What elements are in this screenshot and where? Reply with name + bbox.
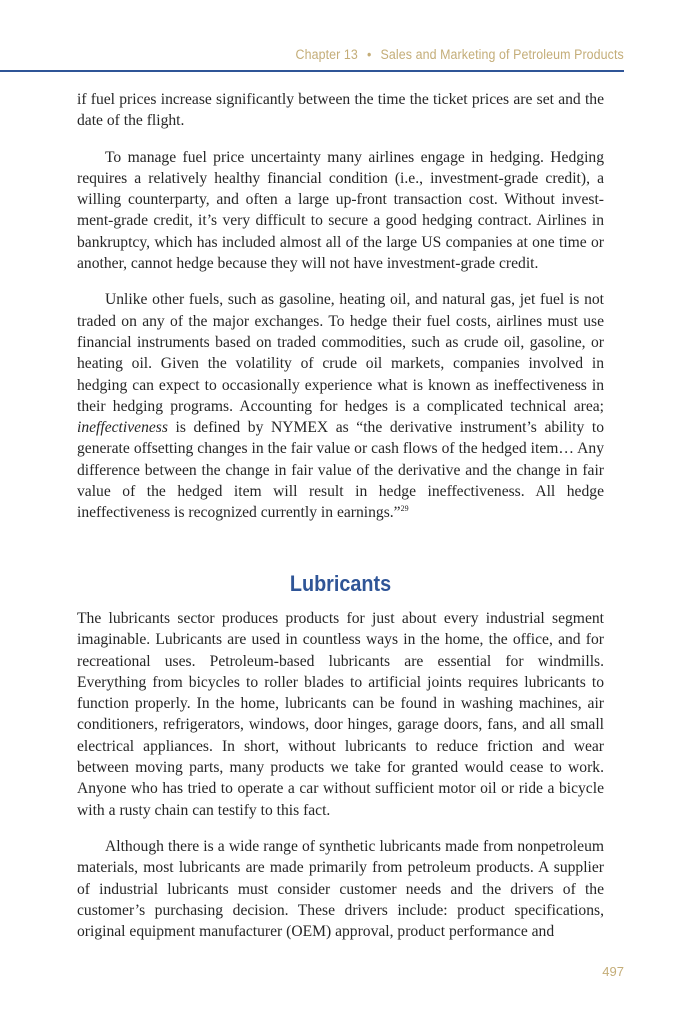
body-block-lower	[77, 608, 604, 942]
jet-fuel-text-start: Unlike other fuels, such as gasoline, heating oil, and natural gas, jet fuel is not traded on any of the major exchanges. To hedge their fuel costs, airlines must use financial instruments based on traded commodities, such as crude oil, gasoline, or heating oil. Given the volatility of crude oil markets, companies involved in hedging can expect to occasionally experience what is known as ineffectiveness in their hedging programs. Accounting for hedges is a complicated technical area;	[77, 291, 604, 415]
chapter-number: Chapter 13	[295, 47, 359, 62]
header-rule	[0, 70, 624, 72]
running-header	[296, 47, 624, 62]
header-separator: •	[367, 47, 372, 62]
jet-fuel-text-end: is defined by NYMEX as “the derivative instrument’s ability to generate offsetting changes in the fair value or cash flows of the hedged item… Any difference between the change in fair value of the derivative and the change in fair value of the hedged item will result in hedge ineffectiveness. All hedge ineffectiveness is recognized currently in earnings.”	[77, 419, 604, 522]
paragraph-continuation: if fuel prices increase significantly between the time the ticket prices are set and the date of the flight.	[77, 91, 604, 130]
page-number: 497	[602, 964, 624, 979]
paragraph-hedging: To manage fuel price uncertainty many airlines engage in hedging. Hedging requires a relatively healthy financial condition (i.e., investment-grade credit), a willing counterparty, and often a large up-front transaction cost. Without investment-grade credit, it’s very difficult to secure a good hedging contract. Airlines in bankruptcy, which has included almost all of the large US companies at one time or another, cannot hedge because they will not have investment-grade credit.	[77, 148, 604, 273]
term-ineffectiveness: ineffectiveness	[77, 419, 168, 437]
paragraph-jet-fuel	[77, 289, 604, 523]
footnote-reference[interactable]: 29	[400, 504, 409, 514]
chapter-title: Sales and Marketing of Petroleum Products	[380, 47, 624, 62]
paragraph-synthetic: Although there is a wide range of synthetic lubricants made from nonpetroleum materials, most lubricants are made primarily from petroleum products. A supplier of industrial lubricants must consider customer needs and the drivers of the customer’s purchasing decision. These drivers include: product specifications, original equipment manufacturer (OEM) approval, product performance and	[77, 837, 604, 941]
paragraph-lubricants-intro: The lubricants sector produces products for just about every industrial segment imaginable. Lubricants are used in countless ways in the home, the office, and for recreational uses. Petroleum-based lubricants are essential for windmills. Everything from bicycles to roller blades to artificial joints requires lubricants to function properly. In the home, lubricants can be found in washing machines, air conditioners, refrigerators, windows, door hinges, garage doors, fans, and all small electrical appliances. In short, without lubricants to reduce friction and wear between moving parts, many products we take for granted would cease to work. Anyone who has tried to operate a car without sufficient motor oil or ride a bicycle with a rusty chain can testify to this fact.	[77, 610, 604, 819]
body-block-upper	[77, 89, 604, 524]
section-heading: Lubricants	[289, 571, 392, 596]
